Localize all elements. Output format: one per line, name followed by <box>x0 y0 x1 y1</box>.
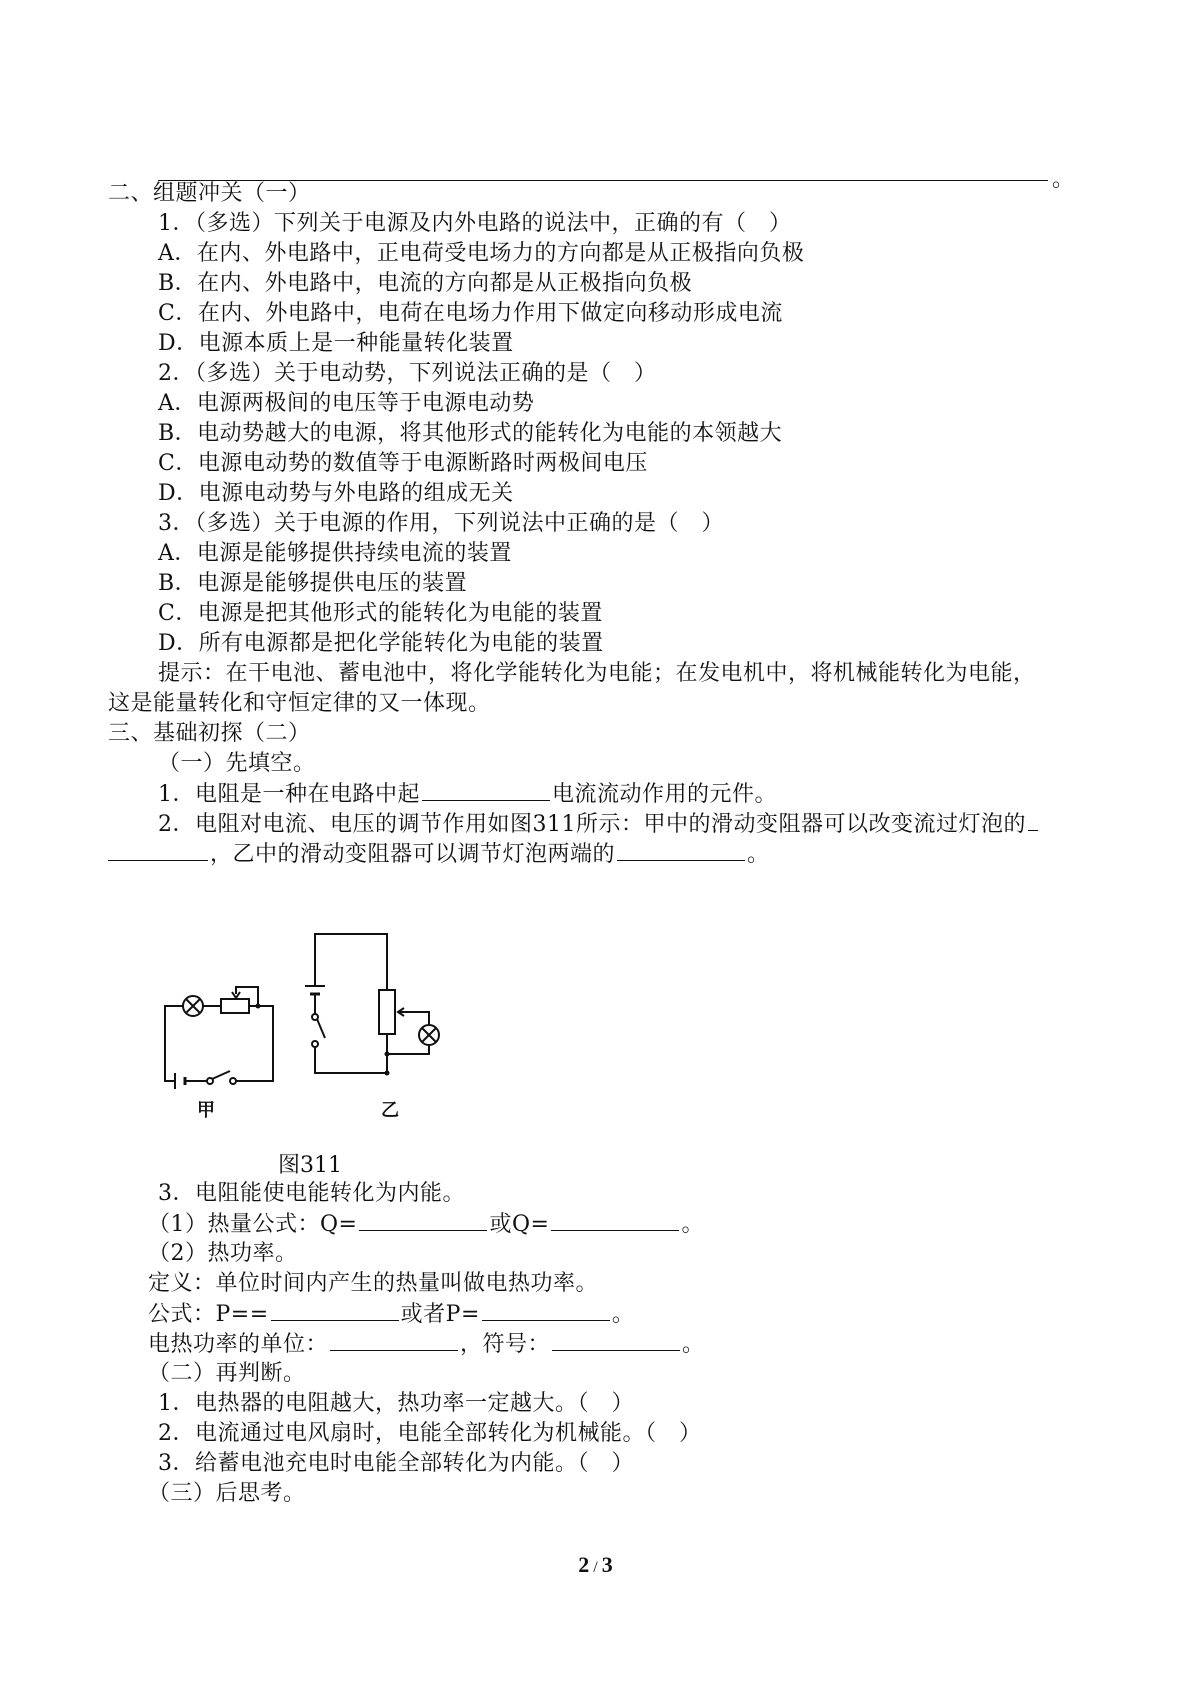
judge-item-3[interactable]: 3．给蓄电池充电时电能全部转化为内能。（ ） <box>158 1451 634 1476</box>
circuit-figure <box>155 928 455 1140</box>
heat-formula-line <box>148 1208 704 1240</box>
fill1-text-b: 电流流动作用的元件。 <box>552 782 778 807</box>
q2-stem: 2．（多选）关于电动势，下列说法正确的是（ ） <box>158 361 657 386</box>
page-number <box>0 1552 1191 1578</box>
judge-item-1[interactable]: 1．电热器的电阻越大，热功率一定越大。（ ） <box>158 1391 634 1416</box>
formula-text-b: 或者P= <box>400 1302 480 1327</box>
formula-text-a: 公式：P== <box>148 1302 269 1327</box>
heat-blank-1[interactable] <box>359 1208 487 1231</box>
hint-line-1: 提示：在干电池、蓄电池中，将化学能转化为电能；在发电机中，将机械能转化为电能， <box>158 661 1036 686</box>
formula-blank-1[interactable] <box>271 1298 399 1321</box>
switch-yi-contact <box>312 1041 318 1047</box>
page-total: 3 <box>601 1552 613 1577</box>
fill2-blank-2[interactable] <box>617 838 745 861</box>
q2-option-c[interactable]: C．电源电动势的数值等于电源断路时两极间电压 <box>158 451 648 476</box>
section-2-title: 二、组题冲关（一） <box>108 181 311 206</box>
judge-item-2[interactable]: 2．电流通过电风扇时，电能全部转化为机械能。（ ） <box>158 1421 702 1446</box>
q3-option-c[interactable]: C．电源是把其他形式的能转化为电能的装置 <box>158 601 603 626</box>
fill2-blank-1-start[interactable] <box>1028 808 1038 831</box>
power-formula-line <box>148 1298 634 1330</box>
q2-option-a[interactable]: A．电源两极间的电压等于电源电动势 <box>158 391 535 416</box>
fill1-text-a: 1．电阻是一种在电路中起 <box>158 782 420 807</box>
fill-question-2-line1 <box>158 808 1040 840</box>
hint-line-2: 这是能量转化和守恒定律的又一体现。 <box>108 691 491 716</box>
q3-option-d[interactable]: D．所有电源都是把化学能转化为电能的装置 <box>158 631 604 656</box>
power-unit-line <box>148 1328 705 1360</box>
formula-text-c: 。 <box>611 1302 635 1327</box>
page-separator: / <box>589 1559 602 1576</box>
q2-option-d[interactable]: D．电源电动势与外电路的组成无关 <box>158 481 514 506</box>
heat-text-a: （1）热量公式：Q= <box>148 1212 358 1237</box>
switch-yi-blade <box>317 1019 325 1038</box>
circuit-jia <box>165 987 273 1089</box>
end-period: 。 <box>1052 167 1075 192</box>
q1-stem: 1．（多选）下列关于电源及内外电路的说法中，正确的有（ ） <box>158 211 792 236</box>
formula-blank-2[interactable] <box>482 1298 610 1321</box>
part3-title: （三）后思考。 <box>148 1481 306 1506</box>
part2-title: （二）再判断。 <box>148 1361 306 1386</box>
unit-text-c: 。 <box>682 1332 705 1357</box>
circuit-yi <box>305 934 439 1073</box>
fill2-text-a: 2．电阻对电流、电压的调节作用如图311所示：甲中的滑动变阻器可以改变流过灯泡的 <box>158 812 1026 837</box>
q3-option-a[interactable]: A．电源是能够提供持续电流的装置 <box>158 541 512 566</box>
unit-text-a: 电热功率的单位： <box>148 1332 329 1357</box>
power-title: （2）热功率。 <box>148 1241 298 1266</box>
fill2-text-c: 。 <box>747 842 770 867</box>
heat-text-c: 。 <box>681 1212 704 1237</box>
rheostat-yi <box>379 990 395 1034</box>
switch-blade <box>212 1071 230 1079</box>
fill2-blank-1[interactable] <box>108 838 208 861</box>
switch-contact <box>230 1078 236 1084</box>
fill-question-3: 3．电阻能使电能转化为内能。 <box>158 1181 465 1206</box>
heat-blank-2[interactable] <box>551 1208 679 1231</box>
power-definition: 定义：单位时间内产生的热量叫做电热功率。 <box>148 1271 599 1296</box>
fill1-blank[interactable] <box>422 778 550 801</box>
section-3-title: 三、基础初探（二） <box>108 721 311 746</box>
q2-option-b[interactable]: B．电动势越大的电源，将其他形式的能转化为电能的本领越大 <box>158 421 783 446</box>
q3-stem: 3．（多选）关于电源的作用，下列说法中正确的是（ ） <box>158 511 724 536</box>
figure-caption: 图311 <box>278 1153 342 1178</box>
rheostat-jia <box>221 999 249 1013</box>
q1-option-d[interactable]: D．电源本质上是一种能量转化装置 <box>158 331 514 356</box>
page-current: 2 <box>578 1552 590 1577</box>
q1-option-c[interactable]: C．在内、外电路中，电荷在电场力作用下做定向移动形成电流 <box>158 301 783 326</box>
q1-option-b[interactable]: B．在内、外电路中，电流的方向都是从正极指向负极 <box>158 271 693 296</box>
heat-text-b: 或Q= <box>489 1212 550 1237</box>
fill-question-1 <box>158 778 777 810</box>
fill-question-2-line2 <box>108 838 770 870</box>
fill2-text-b: ，乙中的滑动变阻器可以调节灯泡两端的 <box>210 842 616 867</box>
symbol-blank[interactable] <box>552 1328 680 1351</box>
unit-text-b: ，符号： <box>460 1332 551 1357</box>
q1-option-a[interactable]: A．在内、外电路中，正电荷受电场力的方向都是从正极指向负极 <box>158 241 805 266</box>
q3-option-b[interactable]: B．电源是能够提供电压的装置 <box>158 571 468 596</box>
unit-blank[interactable] <box>330 1328 458 1351</box>
label-jia: 甲 <box>197 1100 215 1121</box>
label-yi: 乙 <box>381 1100 399 1121</box>
rheostat-jia-slider <box>236 987 258 1006</box>
part1-title: （一）先填空。 <box>158 751 316 776</box>
